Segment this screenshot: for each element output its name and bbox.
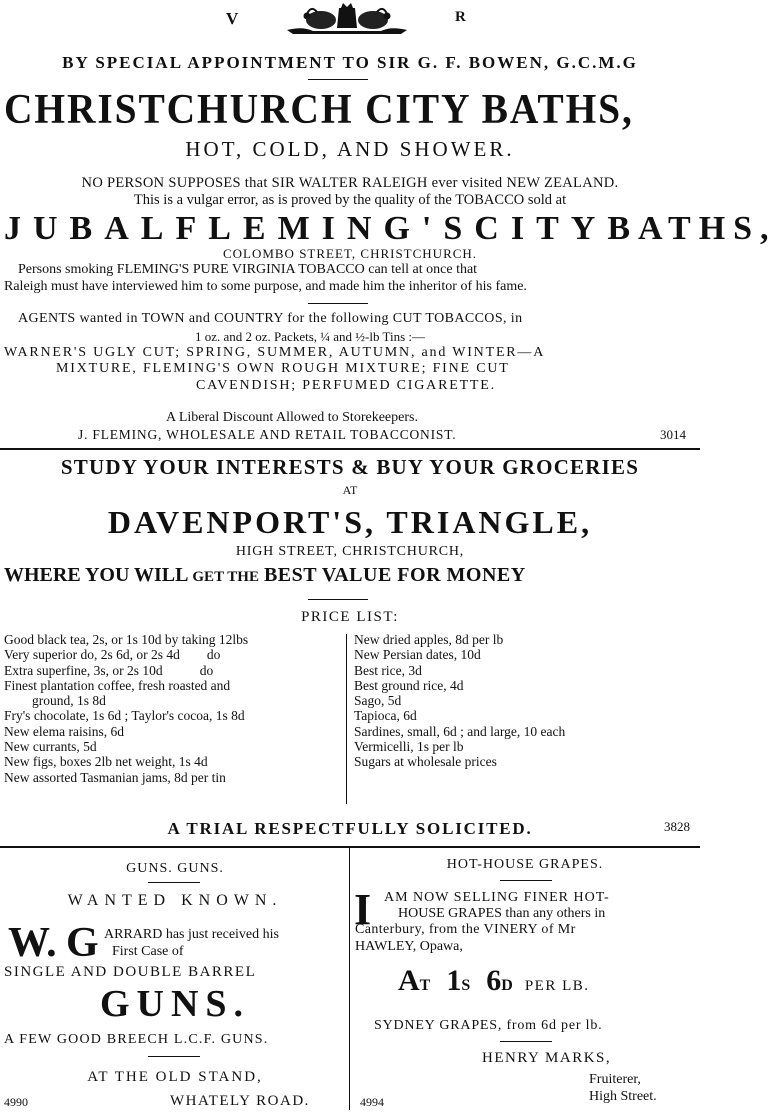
grapes-line-3: Canterbury, from the VINERY of Mr <box>355 922 576 937</box>
list-item: Tapioca, 6d <box>354 708 417 724</box>
tagline-part-3: BEST VALUE FOR MONEY <box>263 564 526 586</box>
list-item: New figs, boxes 2lb net weight, 1s 4d <box>4 754 208 770</box>
persons-line-2: Raleigh must have interviewed him to some purpose, and made him the inheritor of his fame. <box>4 279 527 294</box>
list-item: Extra superfine, 3s, or 2s 10d do <box>4 662 214 678</box>
wanted-known: WANTED KNOWN. <box>67 892 283 909</box>
list-item: Sardines, small, 6d ; and large, 10 each <box>354 723 566 739</box>
grocery-at: AT <box>342 483 358 497</box>
garrard-line-5: AT THE OLD STAND, <box>87 1069 263 1085</box>
price-list-right <box>354 632 696 770</box>
grapes-line-2: HOUSE GRAPES than any others in <box>398 906 606 921</box>
garrard-line-2: First Case of <box>112 944 184 959</box>
name-word-jubal: JUBAL <box>4 210 176 247</box>
rule <box>148 1056 200 1057</box>
list-item: Good black tea, 2s, or 1s 10d by taking 12lbs <box>4 632 249 647</box>
grapes-heading: HOT-HOUSE GRAPES. <box>446 857 604 872</box>
initial-w: W. <box>8 920 57 966</box>
garrard-line-1: ARRARD has just received his <box>104 927 279 942</box>
list-item: New assorted Tasmanian jams, 8d per tin <box>4 769 226 785</box>
agents-line-5: CAVENDISH; PERFUMED CIGARETTE. <box>196 378 496 393</box>
list-item: New dried apples, 8d per lb <box>354 632 504 647</box>
fleming-signature: J. FLEMING, WHOLESALE AND RETAIL TOBACCONIST. <box>78 427 457 442</box>
name-word-city: CITY <box>474 210 608 247</box>
list-item: Very superior do, 2s 6d, or 2s 4d do <box>4 647 221 663</box>
royal-crest-icon <box>283 2 411 36</box>
initial-g: G <box>66 920 99 966</box>
ad-number-3828: 3828 <box>664 819 690 834</box>
high-street: High Street. <box>589 1089 657 1104</box>
rule <box>500 880 552 881</box>
discount-line: A Liberal Discount Allowed to Storekeepers. <box>166 410 418 425</box>
henry-marks: HENRY MARKS, <box>482 1050 612 1066</box>
header-letter-r: R <box>455 9 466 25</box>
name-word-flemings: FLEMING'S <box>175 210 475 247</box>
persons-line-1: Persons smoking FLEMING'S PURE VIRGINIA TOBACCO can tell at once that <box>18 262 478 277</box>
price-a-rest: T <box>419 977 431 994</box>
ad-divider <box>0 846 700 848</box>
list-item: New Persian dates, 10d <box>354 647 481 663</box>
price-d: D <box>501 977 513 994</box>
raleigh-line-1: NO PERSON SUPPOSES that SIR WALTER RALEIGH ever visited NEW ZEALAND. <box>81 175 619 191</box>
list-item: ground, 1s 8d <box>32 693 106 709</box>
rule <box>500 1041 552 1042</box>
guns-heading: GUNS. GUNS. <box>126 861 224 876</box>
baths-address: COLOMBO STREET, CHRISTCHURCH. <box>222 246 478 261</box>
grapes-price <box>398 966 590 996</box>
garrard-line-3: SINGLE AND DOUBLE BARREL <box>4 964 257 980</box>
price-rest: PER LB. <box>524 978 590 994</box>
sydney-grapes: SYDNEY GRAPES, from 6d per lb. <box>374 1018 603 1033</box>
list-item: Vermicelli, 1s per lb <box>354 739 464 755</box>
drop-cap-i: I <box>354 885 372 934</box>
list-item: New currants, 5d <box>4 739 97 755</box>
list-item: New elema raisins, 6d <box>4 723 124 739</box>
agents-line-4: MIXTURE, FLEMING'S OWN ROUGH MIXTURE; FINE CUT <box>56 361 510 376</box>
agents-line-3: WARNER'S UGLY CUT; SPRING, SUMMER, AUTUMN, and WINTER—A <box>4 345 546 360</box>
list-item: Sugars at wholesale prices <box>354 754 497 770</box>
grapes-line-4: HAWLEY, Opawa, <box>355 939 463 954</box>
baths-subtitle: HOT, COLD, AND SHOWER. <box>185 137 515 161</box>
list-item: Best rice, 3d <box>354 662 422 678</box>
price-list-divider <box>346 634 347 804</box>
price-list-title: PRICE LIST: <box>301 609 399 625</box>
price-list-left <box>4 632 344 785</box>
column-divider <box>349 848 350 1110</box>
baths-title: CHRISTCHURCH CITY BATHS, <box>4 87 634 133</box>
rule <box>148 882 200 883</box>
price-a: A <box>398 964 420 997</box>
jubal-fleming-name <box>4 210 777 247</box>
tagline-part-1: WHERE YOU WILL <box>4 564 188 586</box>
rule <box>308 79 368 80</box>
list-item: Sago, 5d <box>354 693 402 709</box>
list-item: Finest plantation coffee, fresh roasted and <box>4 677 231 693</box>
raleigh-line-2: This is a vulgar error, as is proved by the quality of the TOBACCO sold at <box>133 192 567 208</box>
name-word-baths: BATHS, <box>607 210 777 247</box>
fruiterer-title: Fruiterer, <box>589 1072 641 1087</box>
ad-number-4994: 4994 <box>360 1095 384 1109</box>
trial-line: A TRIAL RESPECTFULLY SOLICITED. <box>167 819 533 838</box>
appointment-line: BY SPECIAL APPOINTMENT TO SIR G. F. BOWEN, G.C.M.G <box>62 53 638 72</box>
tagline-part-2: GET THE <box>192 569 259 585</box>
ad-divider <box>0 448 700 450</box>
garrard-line-6: WHATELY ROAD. <box>170 1093 310 1109</box>
price-1: 1 <box>446 964 462 997</box>
price-6: 6 <box>486 964 502 997</box>
price-s: S <box>461 977 471 994</box>
guns-title: GUNS. <box>99 983 251 1025</box>
ad-number-4990: 4990 <box>4 1095 28 1109</box>
list-item: Best ground rice, 4d <box>354 677 464 693</box>
rule <box>308 599 368 600</box>
store-address: HIGH STREET, CHRISTCHURCH, <box>235 544 465 559</box>
agents-line-2: 1 oz. and 2 oz. Packets, ¼ and ½-lb Tins :— <box>195 329 426 344</box>
store-name: DAVENPORT'S, TRIANGLE, <box>107 504 593 540</box>
list-item: Fry's chocolate, 1s 6d ; Taylor's cocoa, 1s 8d <box>4 708 245 724</box>
agents-line-1: AGENTS wanted in TOWN and COUNTRY for the following CUT TOBACCOS, in <box>18 311 523 326</box>
rule <box>308 303 368 304</box>
grocery-headline: STUDY YOUR INTERESTS & BUY YOUR GROCERIES <box>60 455 640 479</box>
header-letter-v: V <box>226 9 239 28</box>
garrard-line-4: A FEW GOOD BREECH L.C.F. GUNS. <box>4 1032 269 1047</box>
grapes-line-1: AM NOW SELLING FINER HOT- <box>384 890 610 905</box>
ad-number-3014: 3014 <box>660 427 686 442</box>
tagline <box>4 565 526 585</box>
